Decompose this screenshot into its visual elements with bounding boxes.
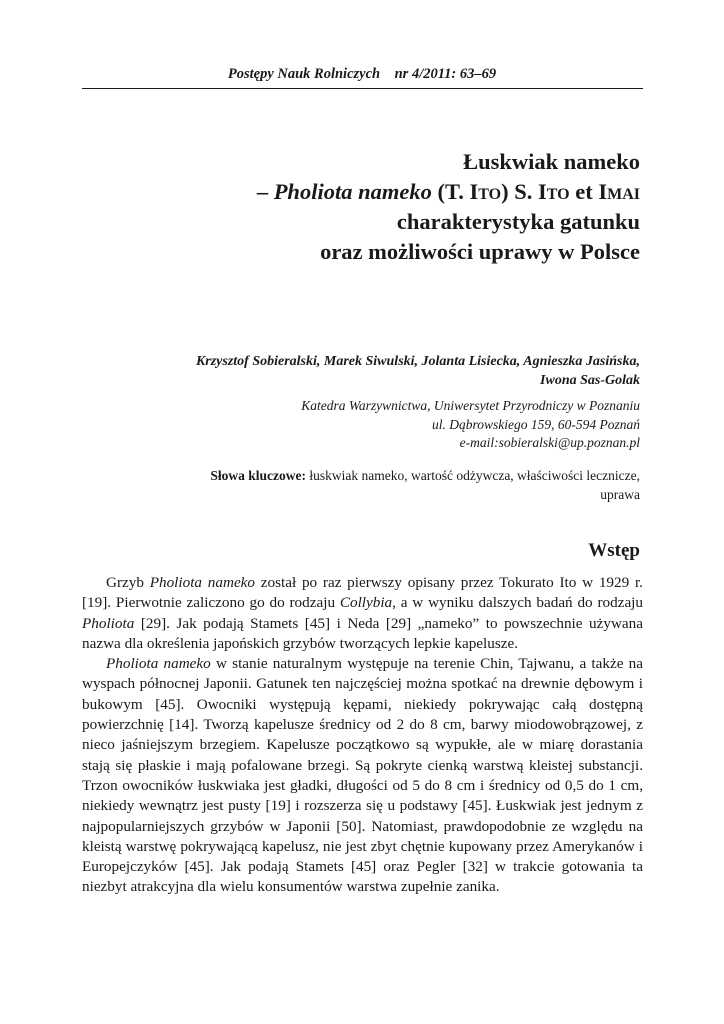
title-mid: ) S.: [501, 179, 539, 204]
body-text: [82, 573, 643, 898]
text-run: został po raz pierwszy opisany przez Tokurato Ito w 1929 r. [19]. Pierwotnie zaliczono go do rodzaju: [82, 574, 643, 612]
title-line-2: [80, 177, 640, 207]
title-species: Pholiota nameko: [273, 179, 432, 204]
text-run: w stanie naturalnym występuje na terenie Chin, Tajwanu, a także na wyspach północnej Japonii. Gatunek ten najczęściej można spotkać na drewnie dębowym i bukowym [45]. Owocniki występują kępami, niekiedy pokrywając całą dostępną powierzchnię [14]. Tworzą kapelusze średnicy od 2 do 8 cm, barwy miodowobrązowej, z nieco jaśniejszym brzegiem. Kapelusze początkowo są wypukłe, ale w miarę dorastania stają się płaskie i mają pofalowane brzegi. Są pokryte cienką warstwą kleistej substancji. Trzon owocników łuskwiaka jest gładki, długości od 5 do 8 cm i średnicy od 0,5 do 1 cm, niekiedy wewnątrz jest pusty [19] i rozszerza się u podstawy [45]. Łuskwiak jest jednym z najpopularniejszych grzybów w Japonii [50]. Natomiast, prawdopodobnie ze względu na kleistą warstwę pokrywającą kapelusz, nie jest zbyt chętnie kupowany przez Amerykanów i Europejczyków [45]. Jak podają Stamets [45] oraz Pegler [32] w trakcie gotowania ta niezbyt atrakcyjna dla wielu konsumentów warstwa zupełnie zanika.: [82, 655, 643, 896]
title-open: (T.: [431, 179, 470, 204]
text-run: , a w wyniku dalszych badań do rodzaju: [392, 594, 643, 612]
title-author-imai: Imai: [598, 179, 640, 204]
affiliation-email: e-mail:sobieralski@up.poznan.pl: [459, 435, 640, 450]
title-author-ito-2: Ito: [538, 179, 570, 204]
keywords-label: Słowa kluczowe:: [210, 468, 306, 483]
keywords-text: łuskwiak nameko, wartość odżywcza, właściwości lecznicze, uprawa: [306, 468, 640, 502]
article-title: [80, 147, 640, 267]
species-name: Pholiota nameko: [106, 655, 211, 673]
genus-name: Pholiota: [82, 614, 135, 632]
title-dash: –: [256, 179, 274, 204]
species-name: Pholiota nameko: [149, 574, 256, 591]
title-line-4: oraz możliwości uprawy w Polsce: [320, 239, 640, 264]
text-run: [29]. Jak podają Stamets [45] i Neda [29] „nameko” to powszechnie używana nazwa dla określenia japońskich grzybów tworzących lepkie kapelusze.: [82, 614, 643, 652]
affiliation-address: ul. Dąbrowskiego 159, 60-594 Poznań: [432, 416, 640, 432]
title-et: et: [569, 179, 599, 204]
text-run: Grzyb: [106, 574, 150, 591]
keywords: [180, 467, 640, 504]
genus-name: Collybia: [339, 594, 393, 612]
affiliation: [80, 397, 640, 453]
running-header: [82, 66, 642, 83]
authors-line-1: Krzysztof Sobieralski, Marek Siwulski, Jolanta Lisiecka, Agnieszka Jasińska,: [195, 354, 640, 369]
journal-name: Postępy Nauk Rolniczych: [227, 66, 381, 82]
issue-info: nr 4/2011: 63–69: [394, 66, 497, 82]
affiliation-department: Katedra Warzywnictwa, Uniwersytet Przyrodniczy w Poznaniu: [301, 398, 640, 413]
paragraph: [82, 654, 643, 898]
paragraph: [82, 573, 643, 654]
title-author-ito-1: Ito: [469, 179, 502, 204]
section-heading: Wstęp: [588, 540, 640, 561]
title-line-3: charakterystyka gatunku: [396, 209, 640, 234]
title-line-1: Łuskwiak nameko: [463, 149, 640, 174]
header-rule: [82, 88, 643, 89]
author-list: [60, 352, 640, 390]
authors-line-2: Iwona Sas-Golak: [540, 373, 640, 388]
